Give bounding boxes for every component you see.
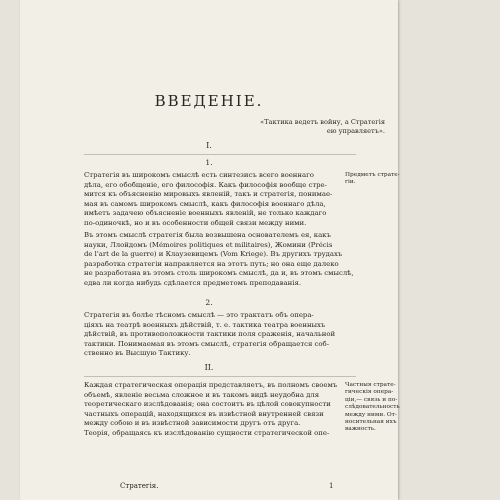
text-line: между собою и въ извѣстной зависимости другъ отъ друга. [84,419,301,428]
text-line: разработка стратегіи направляется на этотъ путь; но она еще далеко [84,259,339,268]
note-line: Частныя страте- [345,382,396,388]
margin-note-1 [345,172,401,187]
note-line: между ними. От- [345,411,397,418]
text-line: Въ этомъ смыслѣ стратегія была возвышена основателемъ ея, какъ [84,231,331,239]
text-line: Теорія, обращаясь къ изслѣдованію сущности стратегической опе- [84,428,330,437]
text-line: тактики. Понимаемая въ этомъ смыслѣ, стратегія обращается соб- [84,339,330,348]
note-line: носительная ихъ [345,419,397,426]
note-line: гическія опера- [345,389,394,396]
text-line: едва ли когда нибудь сдѣлается предметомъ преподаванія. [84,278,302,287]
paragraph-4 [84,381,356,439]
divider [84,376,356,377]
text-line: мится къ объясненію мировыхъ явленій, такъ и стратегія, понимае- [84,190,333,199]
subsection-number-1: 1. [205,158,213,167]
paragraph-3 [84,311,356,359]
text-line: имѣетъ задачею объясненіе военныхъ явленій, не только каждаго [84,209,327,218]
text-line: по-одиночкѣ, но и въ особенности общей связи между ними. [84,218,307,227]
text-line: частныхъ операцій, находящихся въ извѣстной внутренней связи [84,409,324,418]
section-heading-1: I. [206,141,212,150]
note-line: гіи. [345,179,356,186]
margin-note-2 [345,382,401,434]
text-line: мая въ самомъ широкомъ смыслѣ, какъ философія военнаго дѣла, [84,199,326,208]
note-line: Предметъ страте- [345,172,400,178]
paragraph-2 [84,231,356,289]
note-line: ціи,— связь и по- [345,396,398,403]
text-line: теоретическаго изслѣдованія; она состоитъ въ цѣлой совокупности [84,400,331,409]
book-page [20,0,398,500]
text-line: не разработана въ этомъ столь широкомъ смыслѣ, да и, въ этомъ смыслѣ, [84,269,354,278]
text-line: Стратегія въ широкомъ смыслѣ есть синтезисъ всего военнаго [84,171,314,179]
text-line: de l'art de la guerre) и Клаузевицемъ (Vom Kriege). Въ другихъ трудахъ [84,250,343,259]
subsection-number-2: 2. [205,298,213,307]
paragraph-1 [84,171,356,229]
text-line: Стратегія въ болѣе тѣсномъ смыслѣ — это трактатъ объ опера- [84,311,314,319]
text-line: науки, Ллойдомъ (Mémoires politiques et militaires), Жомини (Précis [84,240,333,249]
epigraph [220,118,385,136]
text-line: Каждая стратегическая операція представляетъ, въ полномъ своемъ [84,381,338,389]
page-title: ВВЕДЕНІЕ. [154,92,264,110]
page-number: 1 [329,482,334,490]
epigraph-line: ею управляетъ». [326,127,385,135]
text-line: дѣйствій, въ противоположности тактики поля сраженія, начальной [84,330,336,339]
text-line: ціяхъ на театрѣ военныхъ дѣйствій, т. е. тактика театра военныхъ [84,320,326,329]
epigraph-line: «Тактика ведетъ войну, а Стратегія [260,118,385,126]
text-line: дѣла, его обобщеніе, его философія. Какъ философія вообще стре- [84,180,327,189]
note-line: важность. [345,426,376,433]
section-heading-2: II. [204,363,214,372]
text-line: объемѣ, явленіе весьма сложное и въ такомъ видѣ неудобна для [84,390,320,399]
footer-signature: Стратегія. [120,482,159,490]
text-line: ственно въ Высшую Тактику. [84,349,191,358]
note-line: слѣдовательность [345,404,400,411]
divider [84,154,356,155]
